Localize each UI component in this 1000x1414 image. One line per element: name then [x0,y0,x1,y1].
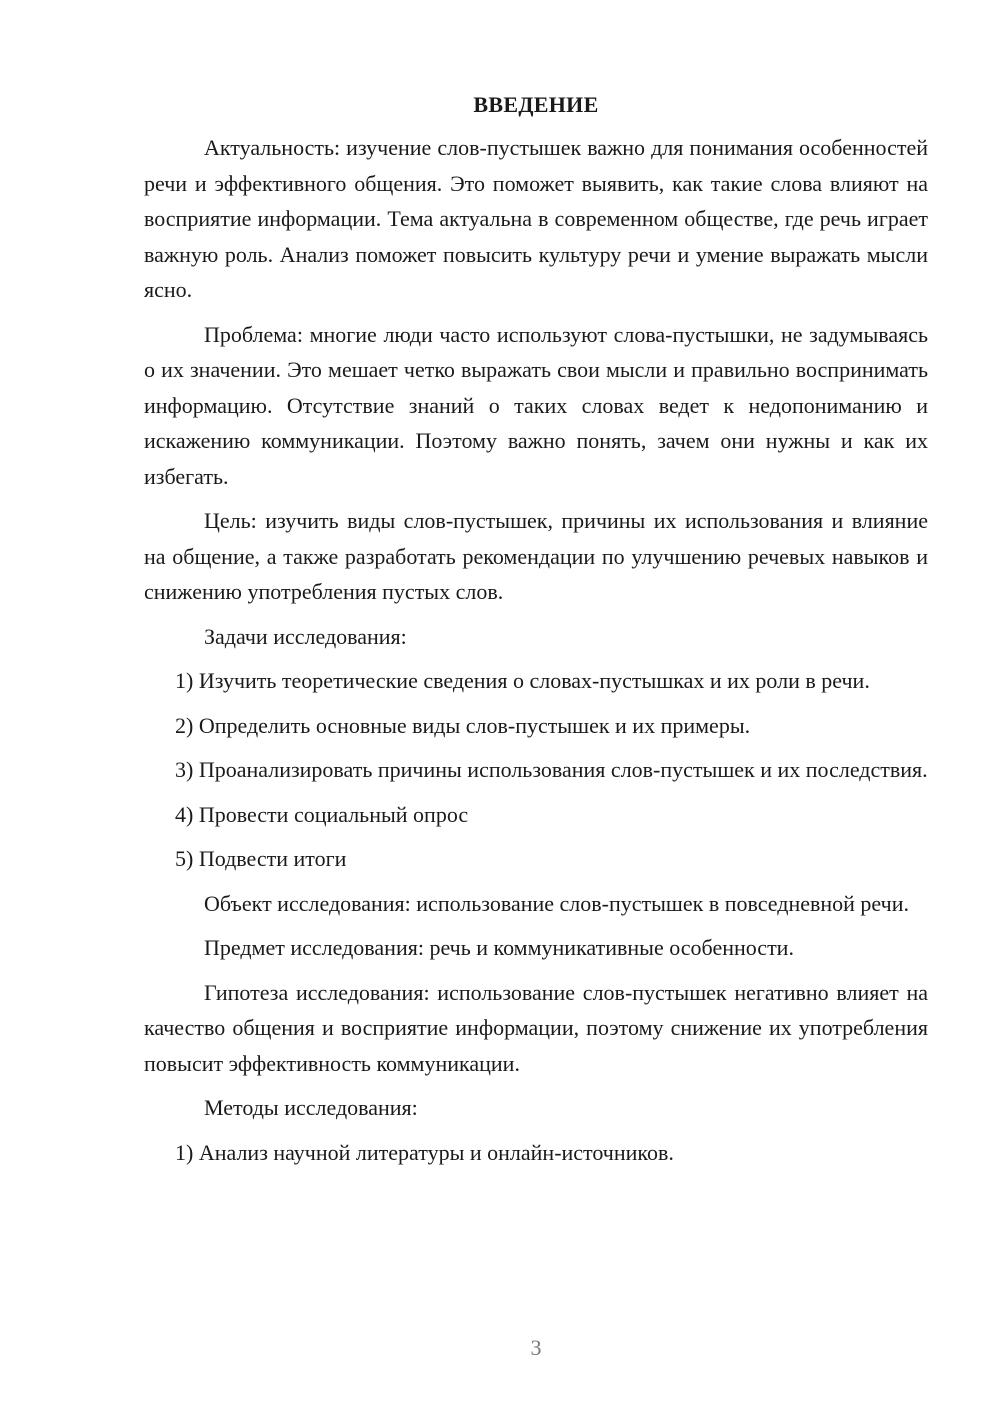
task-item-1: 1) Изучить теоретические сведения о словах-пустышках и их роли в речи. [175,668,870,693]
paragraph-subject: Предмет исследования: речь и коммуникативные особенности. [204,935,794,960]
paragraph-object: Объект исследования: использование слов-пустышек в повседневной речи. [204,890,909,916]
task-item-3: 3) Проанализировать причины использования слов-пустышек и их последствия. [175,757,928,782]
methods-heading: Методы исследования: [204,1095,418,1120]
page-title: ВВЕДЕНИЕ [473,92,599,117]
task-item-5: 5) Подвести итоги [175,846,347,871]
paragraph-relevance: Актуальность: изучение слов-пустышек важно для понимания особенностей речи и эффективного общения. Это поможет выявить, как такие слова влияют на восприятие информации. Тема актуальна в современном обществе, где речь играет важную роль. Анализ поможет повысить культуру речи и умение выражать мысли ясно. [144,135,928,302]
paragraph-goal: Цель: изучить виды слов-пустышек, причины их использования и влияние на общение, а также разработать рекомендации по улучшению речевых навыков и снижению употребления пустых слов. [144,508,928,604]
paragraph-hypothesis: Гипотеза исследования: использование слов-пустышек негативно влияет на качество общения и восприятие информации, поэтому снижение их употребления повысит эффективность коммуникации. [144,979,928,1076]
task-item-2: 2) Определить основные виды слов-пустышек и их примеры. [175,712,751,738]
method-item-1: 1) Анализ научной литературы и онлайн-источников. [175,1139,674,1165]
tasks-heading: Задачи исследования: [204,623,407,649]
paragraph-problem: Проблема: многие люди часто используют слова-пустышки, не задумываясь о их значении. Это мешает четко выражать свои мысли и правильно воспринимать информацию. Отсутствие знаний о таких словах ведет к недопониманию и искажению коммуникации. Поэтому важно понять, зачем они нужны и как их избегать. [144,321,928,489]
task-item-4: 4) Провести социальный опрос [175,801,469,827]
document-page [144,90,928,1179]
page-number: 3 [530,1335,542,1360]
